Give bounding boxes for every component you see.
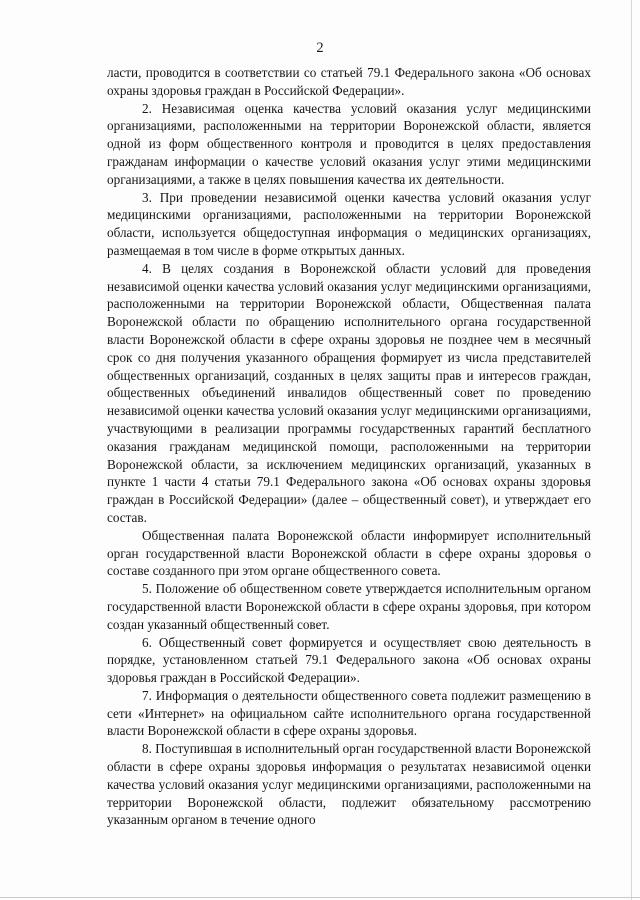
- scan-edge-right: [631, 0, 632, 900]
- scan-edge-bottom: [0, 897, 640, 898]
- paragraph-2: 2. Независимая оценка качества условий оказания услуг медицинскими организациями, расположенными на территории Воронежской области, является одной из форм общественного контроля и проводится в целях предоставления гражданам информации о качестве условий оказания услуг этими медицинскими организациями, а также в целях повышения качества их деятельности.: [107, 100, 591, 187]
- paragraph-8: 8. Поступившая в исполнительный орган государственной власти Воронежской области в сфере охраны здоровья информация о результатах независимой оценки качества условий оказания услуг медицинскими организациями, расположенными на территории Воронежской области, подлежит обязательному рассмотрению указанным органом в течение одного: [107, 741, 591, 828]
- paragraph-4: 4. В целях создания в Воронежской области условий для проведения независимой оценки качества условий оказания услуг медицинскими организациями, расположенными на территории Воронежской области, Общественная палата Воронежской области по обращению исполнительного органа государственной власти Воронежской области в сфере охраны здоровья не позднее чем в месячный срок со дня получения указанного обращения формирует из числа представителей общественных организаций, созданных в целях защиты прав и интересов граждан, общественных объединений инвалидов общественный совет по проведению независимой оценки качества условий оказания услуг медицинскими организациями, участвующими в реализации программы государственных гарантий бесплатного оказания гражданам медицинской помощи, расположенными на территории Воронежской области, за исключением медицинских организаций, указанных в пункте 1 части 4 статьи 79.1 Федерального закона «Об основах охраны здоровья граждан в Российской Федерации» (далее – общественный совет), и утверждает его состав.: [107, 260, 591, 525]
- paragraph-6: 6. Общественный совет формируется и осуществляет свою деятельность в порядке, установленном статьей 79.1 Федерального закона «Об основах охраны здоровья граждан в Российской Федерации».: [107, 634, 591, 686]
- paragraph-continuation: ласти, проводится в соответствии со статьей 79.1 Федерального закона «Об основах охраны здоровья граждан в Российской Федерации».: [107, 65, 591, 98]
- page-number: 2: [316, 40, 324, 56]
- document-body: [107, 64, 591, 829]
- paragraph-4-continued: Общественная палата Воронежской области информирует исполнительный орган государственной власти Воронежской области в сфере охраны здоровья о составе созданного при этом органе общественного совета.: [107, 527, 591, 579]
- paragraph-3: 3. При проведении независимой оценки качества условий оказания услуг медицинскими организациями, расположенными на территории Воронежской области, используется общедоступная информация о медицинских организациях, размещаемая в том числе в форме открытых данных.: [107, 189, 591, 258]
- paragraph-5: 5. Положение об общественном совете утверждается исполнительным органом государственной власти Воронежской области в сфере охраны здоровья, при котором создан указанный общественный совет.: [107, 581, 591, 632]
- paragraph-7: 7. Информация о деятельности общественного совета подлежит размещению в сети «Интернет» на официальном сайте исполнительного органа государственной власти Воронежской области в сфере охраны здоровья.: [107, 687, 591, 739]
